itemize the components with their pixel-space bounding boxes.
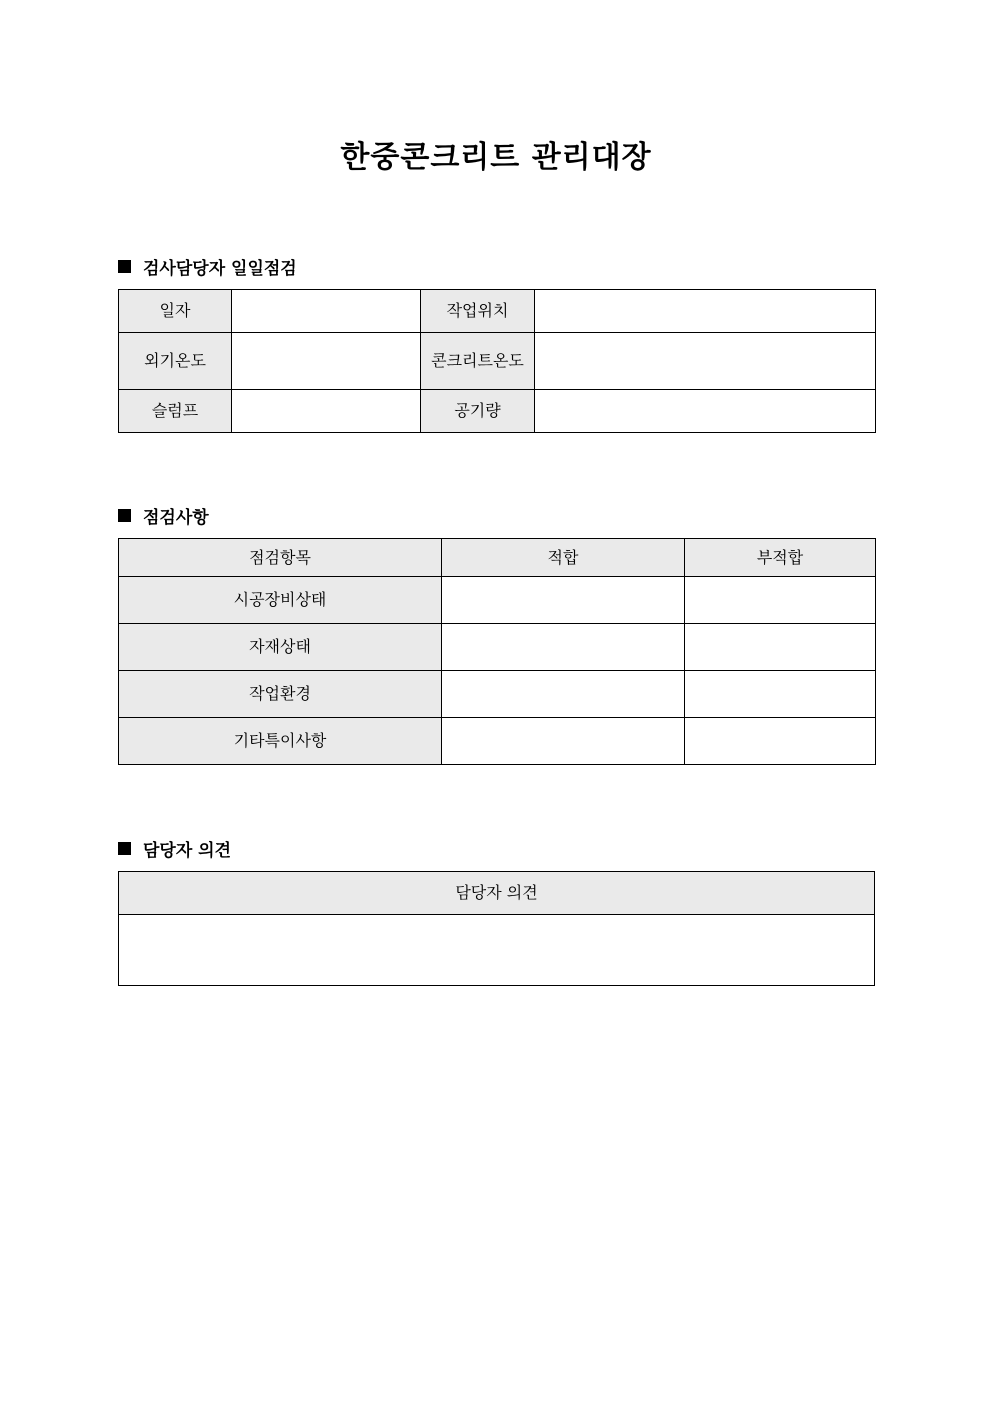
opinion-field[interactable]	[119, 915, 875, 986]
section-heading-daily-inspection	[118, 254, 297, 279]
table-row	[119, 577, 876, 624]
check-item-label: 자재상태	[119, 624, 442, 671]
pass-cell[interactable]	[442, 624, 685, 671]
table-row	[119, 718, 876, 765]
table-row	[119, 333, 876, 390]
opinion-table	[118, 871, 875, 986]
section-heading-opinion	[118, 836, 231, 861]
table-row	[119, 915, 875, 986]
label-outside-temp: 외기온도	[119, 333, 232, 390]
table-header-row	[119, 872, 875, 915]
pass-cell[interactable]	[442, 671, 685, 718]
section-heading-text: 점검사항	[143, 508, 209, 528]
table-row	[119, 624, 876, 671]
square-bullet-icon	[118, 509, 131, 522]
fail-cell[interactable]	[685, 577, 876, 624]
daily-inspection-table	[118, 289, 876, 433]
label-date: 일자	[119, 290, 232, 333]
field-work-location[interactable]	[535, 290, 876, 333]
label-slump: 슬럼프	[119, 390, 232, 433]
header-pass: 적합	[442, 539, 685, 577]
section-heading-text: 검사담당자 일일점검	[143, 259, 297, 279]
label-work-location: 작업위치	[421, 290, 535, 333]
label-air-content: 공기량	[421, 390, 535, 433]
table-row	[119, 290, 876, 333]
table-row	[119, 390, 876, 433]
square-bullet-icon	[118, 260, 131, 273]
fail-cell[interactable]	[685, 671, 876, 718]
field-outside-temp[interactable]	[232, 333, 421, 390]
square-bullet-icon	[118, 842, 131, 855]
checklist-table	[118, 538, 876, 765]
pass-cell[interactable]	[442, 718, 685, 765]
check-item-label: 기타특이사항	[119, 718, 442, 765]
pass-cell[interactable]	[442, 577, 685, 624]
fail-cell[interactable]	[685, 718, 876, 765]
field-slump[interactable]	[232, 390, 421, 433]
check-item-label: 작업환경	[119, 671, 442, 718]
header-check-item: 점검항목	[119, 539, 442, 577]
fail-cell[interactable]	[685, 624, 876, 671]
section-heading-checklist	[118, 503, 209, 528]
field-air-content[interactable]	[535, 390, 876, 433]
table-row	[119, 671, 876, 718]
label-concrete-temp: 콘크리트온도	[421, 333, 535, 390]
section-heading-text: 담당자 의견	[143, 841, 232, 861]
table-header-row	[119, 539, 876, 577]
header-opinion: 담당자 의견	[119, 872, 875, 915]
document-title: 한중콘크리트 관리대장	[340, 140, 652, 175]
field-date[interactable]	[232, 290, 421, 333]
header-fail: 부적합	[685, 539, 876, 577]
field-concrete-temp[interactable]	[535, 333, 876, 390]
check-item-label: 시공장비상태	[119, 577, 442, 624]
